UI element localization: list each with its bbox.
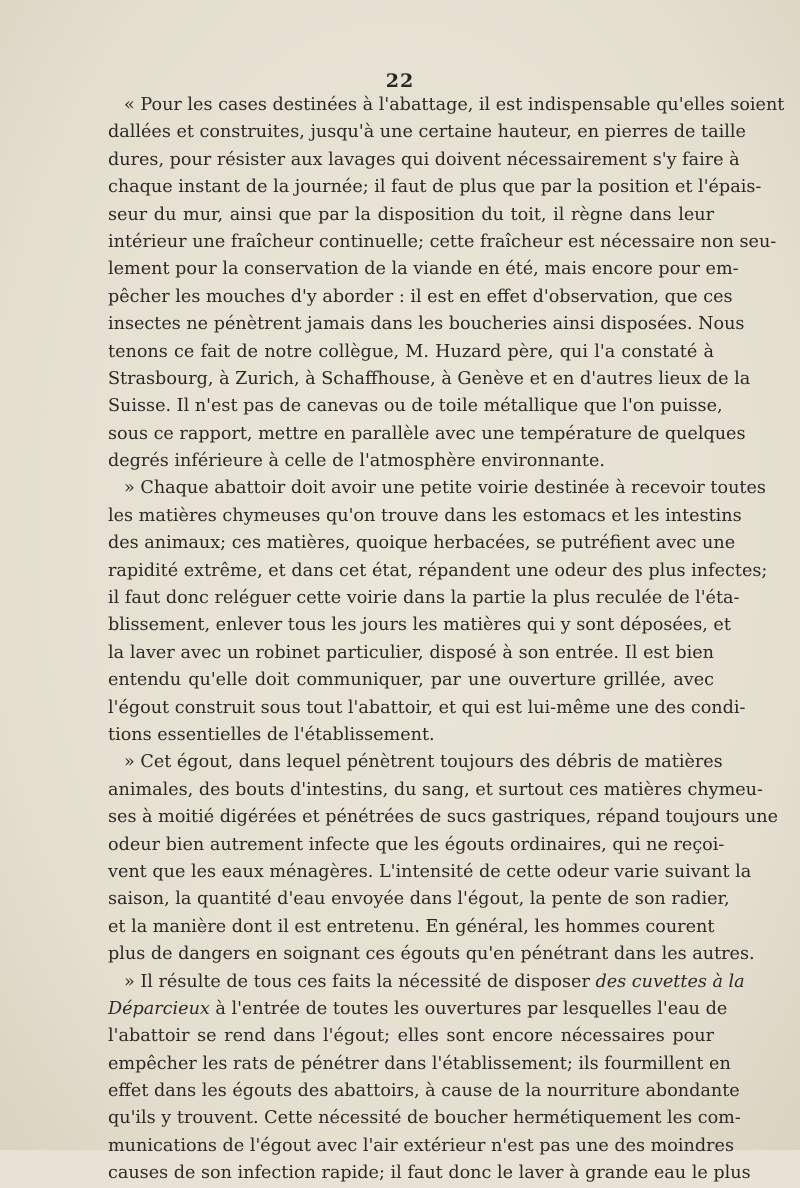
text-line: « Pour les cases destinées à l'abattage, il est indispensable qu'elles soient <box>124 95 785 115</box>
text-line: seur du mur, ainsi que par la disposition du toit, il règne dans leur <box>108 204 714 225</box>
text-line: dures, pour résister aux lavages qui doivent nécessairement s'y faire à <box>108 149 740 170</box>
text-line: munications de l'égout avec l'air extérieur n'est pas une des moindres <box>108 1135 734 1156</box>
text-line: sous ce rapport, mettre en parallèle avec une température de quelques <box>108 423 746 444</box>
text-line: vent que les eaux ménagères. L'intensité de cette odeur varie suivant la <box>108 861 752 882</box>
text-line <box>108 969 745 996</box>
text-line: animales, des bouts d'intestins, du sang, et surtout ces matières chymeu- <box>108 779 763 800</box>
text-line: pêcher les mouches d'y aborder : il est en effet d'observation, que ces <box>108 286 733 307</box>
text-segment: à l'entrée de toutes les ouvertures par lesquelles l'eau de <box>209 998 728 1019</box>
text-line: dallées et construites, jusqu'à une certaine hauteur, en pierres de taille <box>108 122 746 143</box>
text-line: odeur bien autrement infecte que les égouts ordinaires, qui ne reçoi- <box>108 834 725 855</box>
text-line: causes de son infection rapide; il faut donc le laver à grande eau le plus <box>108 1163 751 1184</box>
text-line: blissement, enlever tous les jours les matières qui y sont déposées, et <box>108 615 731 636</box>
text-line: insectes ne pénètrent jamais dans les boucheries ainsi disposées. Nous <box>108 314 745 335</box>
text-line: l'égout construit sous tout l'abattoir, et qui est lui-même une des condi- <box>108 697 746 718</box>
text-segment: Déparcieux <box>108 998 210 1019</box>
body-text <box>108 92 785 1188</box>
text-line: les matières chymeuses qu'on trouve dans les estomacs et les intestins <box>108 505 742 526</box>
text-segment: des cuvettes à la <box>595 971 745 992</box>
text-line: rapidité extrême, et dans cet état, répandent une odeur des plus infectes; <box>108 560 768 581</box>
text-line: Strasbourg, à Zurich, à Schaffhouse, à Genève et en d'autres lieux de la <box>108 368 751 389</box>
text-line: entendu qu'elle doit communiquer, par une ouverture grillée, avec <box>108 670 714 691</box>
text-line: Suisse. Il n'est pas de canevas ou de toile métallique que l'on puisse, <box>108 396 723 417</box>
text-line: empêcher les rats de pénétrer dans l'établissement; ils fourmillent en <box>108 1053 731 1074</box>
text-line: qu'ils y trouvent. Cette nécessité de boucher hermétiquement les com- <box>108 1108 741 1129</box>
text-line: tions essentielles de l'établissement. <box>108 724 435 745</box>
text-line: et la manière dont il est entretenu. En général, les hommes courent <box>108 916 715 937</box>
text-line: des animaux; ces matières, quoique herbacées, se putréfient avec une <box>108 533 736 554</box>
text-line: » Chaque abattoir doit avoir une petite voirie destinée à recevoir toutes <box>124 478 766 499</box>
page-number: 22 <box>385 70 415 92</box>
text-segment: » Il résulte de tous ces faits la nécessité de disposer <box>124 971 596 992</box>
text-line: lement pour la conservation de la viande en été, mais encore pour em- <box>108 259 739 280</box>
text-line: » Cet égout, dans lequel pénètrent toujours des débris de matières <box>124 752 723 773</box>
text-line: intérieur une fraîcheur continuelle; cette fraîcheur est nécessaire non seu- <box>108 231 777 252</box>
text-line: saison, la quantité d'eau envoyée dans l'égout, la pente de son radier, <box>108 889 730 910</box>
text-line: effet dans les égouts des abattoirs, à cause de la nourriture abondante <box>108 1081 740 1102</box>
text-line <box>108 996 728 1023</box>
text-line: la laver avec un robinet particulier, disposé à son entrée. Il est bien <box>108 642 714 663</box>
text-line: ses à moitié digérées et pénétrées de sucs gastriques, répand toujours une <box>108 807 779 828</box>
text-line: chaque instant de la journée; il faut de plus que par la position et l'épais- <box>108 177 762 198</box>
text-line: il faut donc reléguer cette voirie dans la partie la plus reculée de l'éta- <box>108 588 740 609</box>
text-line: l'abattoir se rend dans l'égout; elles sont encore nécessaires pour <box>108 1026 714 1047</box>
text-line: degrés inférieure à celle de l'atmosphère environnante. <box>108 451 605 472</box>
text-line: tenons ce fait de notre collègue, M. Huzard père, qui l'a constaté à <box>108 341 714 362</box>
text-line: plus de dangers en soignant ces égouts qu'en pénétrant dans les autres. <box>108 944 755 965</box>
